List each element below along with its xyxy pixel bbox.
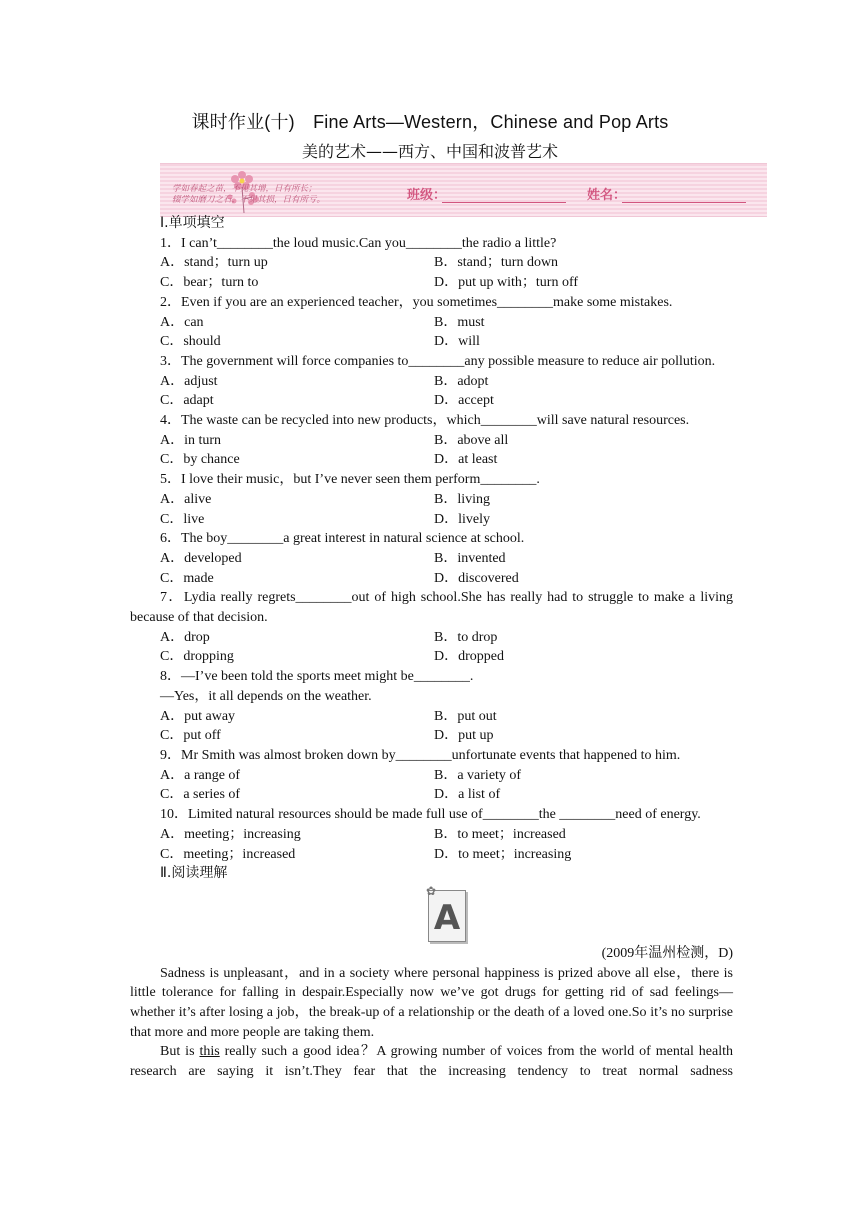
question-3 (130, 352, 733, 411)
option-b: B．to meet；increased (434, 826, 566, 842)
question-5 (130, 470, 733, 529)
option-b: B．put out (434, 708, 497, 724)
option-a: A．put away (160, 708, 236, 724)
question-7 (130, 588, 733, 667)
exercise-content (130, 214, 733, 1082)
question-8 (130, 667, 733, 746)
class-label: 班级： (407, 188, 447, 203)
passage-paragraph-1: Sadness is unpleasant，and in a society where personal happiness is prized above all else，there is little tolerance for falling in despair.Especially now we’ve got drugs for getting rid of sad feelings—whether it’s after losing a job，the break-up of a relationship or the death of a loved one.So it’s no surprise that more and more people are taking them. (130, 965, 733, 1040)
option-c: C．made (160, 570, 214, 586)
question-10 (130, 805, 733, 864)
name-field[interactable] (622, 202, 746, 203)
question-2 (130, 293, 733, 352)
option-a: A．a range of (160, 767, 241, 783)
motto-line-2: 辍学如磨刀之石，不见其损，日有所亏。 (172, 195, 326, 205)
passage-letter-badge (426, 883, 466, 942)
question-stem: 4．The waste can be recycled into new products，which________will save natural resources. (160, 413, 690, 429)
option-c: C．live (160, 511, 205, 527)
option-b: B．to drop (434, 629, 498, 645)
option-c: C．by chance (160, 452, 240, 468)
option-b: B．above all (434, 432, 509, 448)
option-d: D．will (434, 334, 480, 350)
student-info-banner (160, 163, 767, 217)
question-stem: 5．I love their music，but I’ve never seen them perform________. (160, 472, 540, 488)
passage-badge-wrap (130, 884, 733, 944)
option-c: C．bear；turn to (160, 275, 259, 291)
option-c: C．put off (160, 728, 221, 744)
option-a: A．can (160, 314, 204, 330)
question-stem: 10．Limited natural resources should be made full use of________the ________need of energy. (160, 807, 701, 823)
option-d: D．to meet；increasing (434, 846, 572, 862)
option-d: D．discovered (434, 570, 519, 586)
option-b: B．living (434, 491, 491, 507)
option-d: D．accept (434, 393, 494, 409)
question-stem: 7．Lydia really regrets________out of high school.She has really had to struggle to make a living because of that decision. (130, 590, 733, 626)
paragraph-text: But is (160, 1044, 200, 1060)
option-c: C．a series of (160, 787, 241, 803)
underlined-word: this (199, 1044, 220, 1060)
page-subtitle: 美的艺术——西方、中国和波普艺术 (301, 142, 558, 161)
passage-paragraph-2 (130, 1042, 733, 1081)
question-stem: 8．—I’ve been told the sports meet might be________. (160, 669, 474, 685)
flower-icon: ✿ (426, 883, 437, 898)
option-d: D．dropped (434, 649, 504, 665)
question-stem: 6．The boy________a great interest in natural science at school. (160, 531, 525, 547)
question-reply: —Yes，it all depends on the weather. (160, 688, 372, 704)
class-field[interactable] (442, 202, 566, 203)
question-9 (130, 746, 733, 805)
question-4 (130, 411, 733, 470)
option-c: C．should (160, 334, 221, 350)
option-c: C．adapt (160, 393, 214, 409)
option-b: B．a variety of (434, 767, 522, 783)
option-d: D．lively (434, 511, 490, 527)
motto-line-1: 学如春起之苗，不见其增，日有所长； (172, 184, 317, 194)
paragraph-text: really such a good idea？A growing number of voices from the world of mental health research are saying it isn’t.They fear that the increasing tendency to treat normal sadness (130, 1044, 733, 1080)
option-c: C．dropping (160, 649, 234, 665)
option-a: A．in turn (160, 432, 222, 448)
option-a: A．developed (160, 550, 242, 566)
question-stem: 3．The government will force companies to________any possible measure to reduce air pollution. (160, 353, 716, 369)
option-a: A．meeting；increasing (160, 826, 301, 842)
question-stem: 1．I can’t________the loud music.Can you________the radio a little? (160, 235, 557, 251)
option-d: D．put up with；turn off (434, 275, 579, 291)
option-a: A．drop (160, 629, 210, 645)
option-b: B．invented (434, 550, 506, 566)
option-d: D．put up (434, 728, 494, 744)
question-stem: 9．Mr Smith was almost broken down by________unfortunate events that happened to him. (160, 747, 681, 763)
option-a: A．stand；turn up (160, 255, 268, 271)
section-heading-reading: Ⅱ.阅读理解 (160, 865, 228, 882)
option-d: D．a list of (434, 787, 501, 803)
passage-letter: A (433, 897, 461, 938)
option-c: C．meeting；increased (160, 846, 296, 862)
option-a: A．adjust (160, 373, 218, 389)
page-title: 课时作业(十) Fine Arts—Western，Chinese and Pop Arts (191, 112, 669, 132)
option-b: B．stand；turn down (434, 255, 559, 271)
question-stem: 2．Even if you are an experienced teacher，you sometimes________make some mistakes. (160, 294, 673, 310)
name-label: 姓名： (587, 188, 627, 203)
option-d: D．at least (434, 452, 498, 468)
question-6 (130, 529, 733, 588)
section-heading-choice: Ⅰ.单项填空 (160, 215, 225, 231)
passage-source: (2009年温州检测，D) (601, 945, 733, 961)
option-b: B．must (434, 314, 485, 330)
option-b: B．adopt (434, 373, 489, 389)
question-1 (130, 234, 733, 293)
option-a: A．alive (160, 491, 212, 507)
